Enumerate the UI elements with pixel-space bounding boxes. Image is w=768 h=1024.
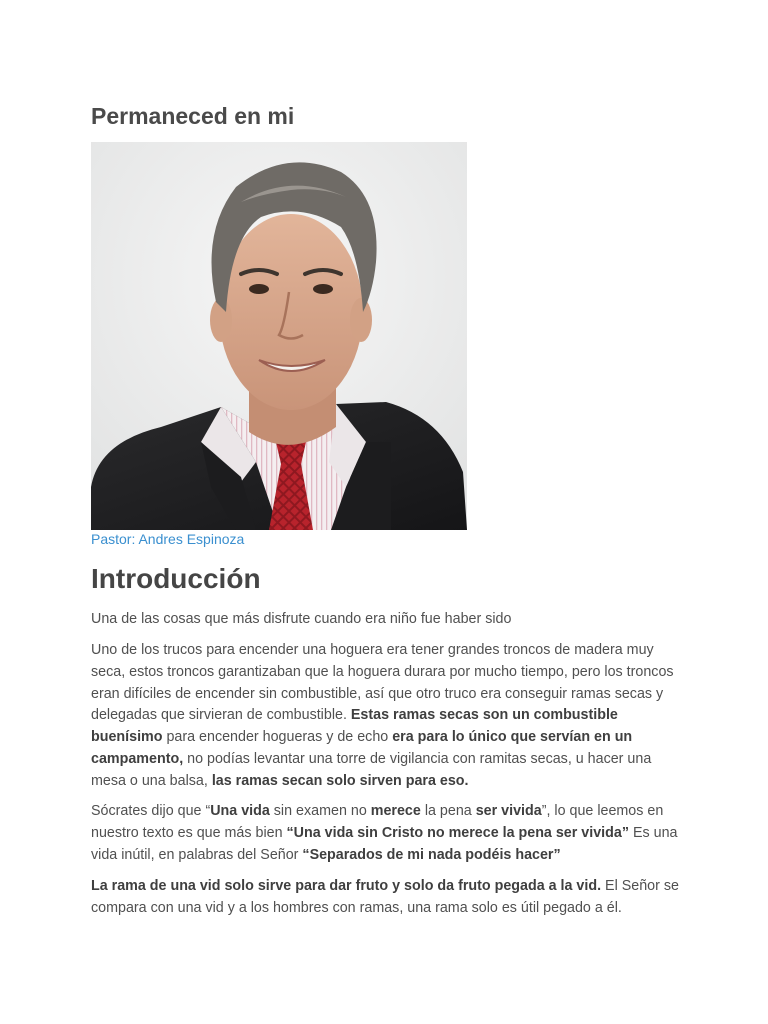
emphasis-text: merece — [370, 803, 421, 819]
portrait-illustration — [91, 142, 467, 530]
emphasis-text: las ramas secan solo sirven para eso. — [211, 772, 469, 789]
emphasis-text: ser vivida — [475, 803, 542, 819]
emphasis-text: La rama de una vid solo sirve para dar fruto y solo da fruto pegada a la vid. — [91, 878, 602, 894]
pastor-portrait — [91, 142, 467, 530]
body-text-run: la pena — [420, 803, 476, 819]
body-text-run: ”, lo que leemos en nuestro texto es que más bien — [91, 803, 664, 841]
paragraph-1 — [91, 609, 683, 631]
emphasis-text: “Separados de mi nada podéis hacer” — [302, 846, 561, 863]
body-text-run: para encender hogueras y de echo — [162, 729, 393, 746]
paragraph-3 — [91, 801, 683, 866]
emphasis-text: Una vida — [210, 803, 270, 819]
body-text-run: Uno de los trucos para encender una hoguera era tener grandes troncos de madera muy seca, estos troncos garantizaban que la hoguera durara por mucho tiempo, pero los troncos eran difíciles de encender sin combustible, así que otro truco era conseguir ramas secas y delegadas que sirvieran de combustible. — [91, 642, 674, 724]
body-text-run: El Señor se compara con una vid y a los hombres con ramas, una rama solo es útil pegado a él. — [91, 878, 679, 916]
body-text-run: Una de las cosas que más disfrute cuando era niño fue haber sido — [91, 611, 512, 627]
body-text-run: Sócrates dijo que “ — [91, 803, 211, 819]
emphasis-text: Estas ramas secas son un combustible buenísimo — [91, 707, 618, 746]
emphasis-text: “Una vida sin Cristo no merece la pena ser vivida” — [286, 824, 629, 841]
body-text-run: no podías levantar una torre de vigilancia con ramitas secas, u hacer una mesa o una balsa, — [91, 750, 652, 789]
section-title: Introducción — [91, 563, 261, 594]
body-text-run: Es una vida inútil, en palabras del Señor — [91, 824, 678, 863]
photo-caption-link[interactable]: Pastor: Andres Espinoza — [91, 531, 245, 547]
body-text-run: sin examen no — [269, 803, 371, 819]
paragraph-4 — [91, 876, 683, 920]
paragraph-2 — [91, 640, 683, 793]
emphasis-text: era para lo único que servían en un campamento, — [91, 729, 633, 767]
post-title: Permaneced en mi — [91, 103, 295, 129]
